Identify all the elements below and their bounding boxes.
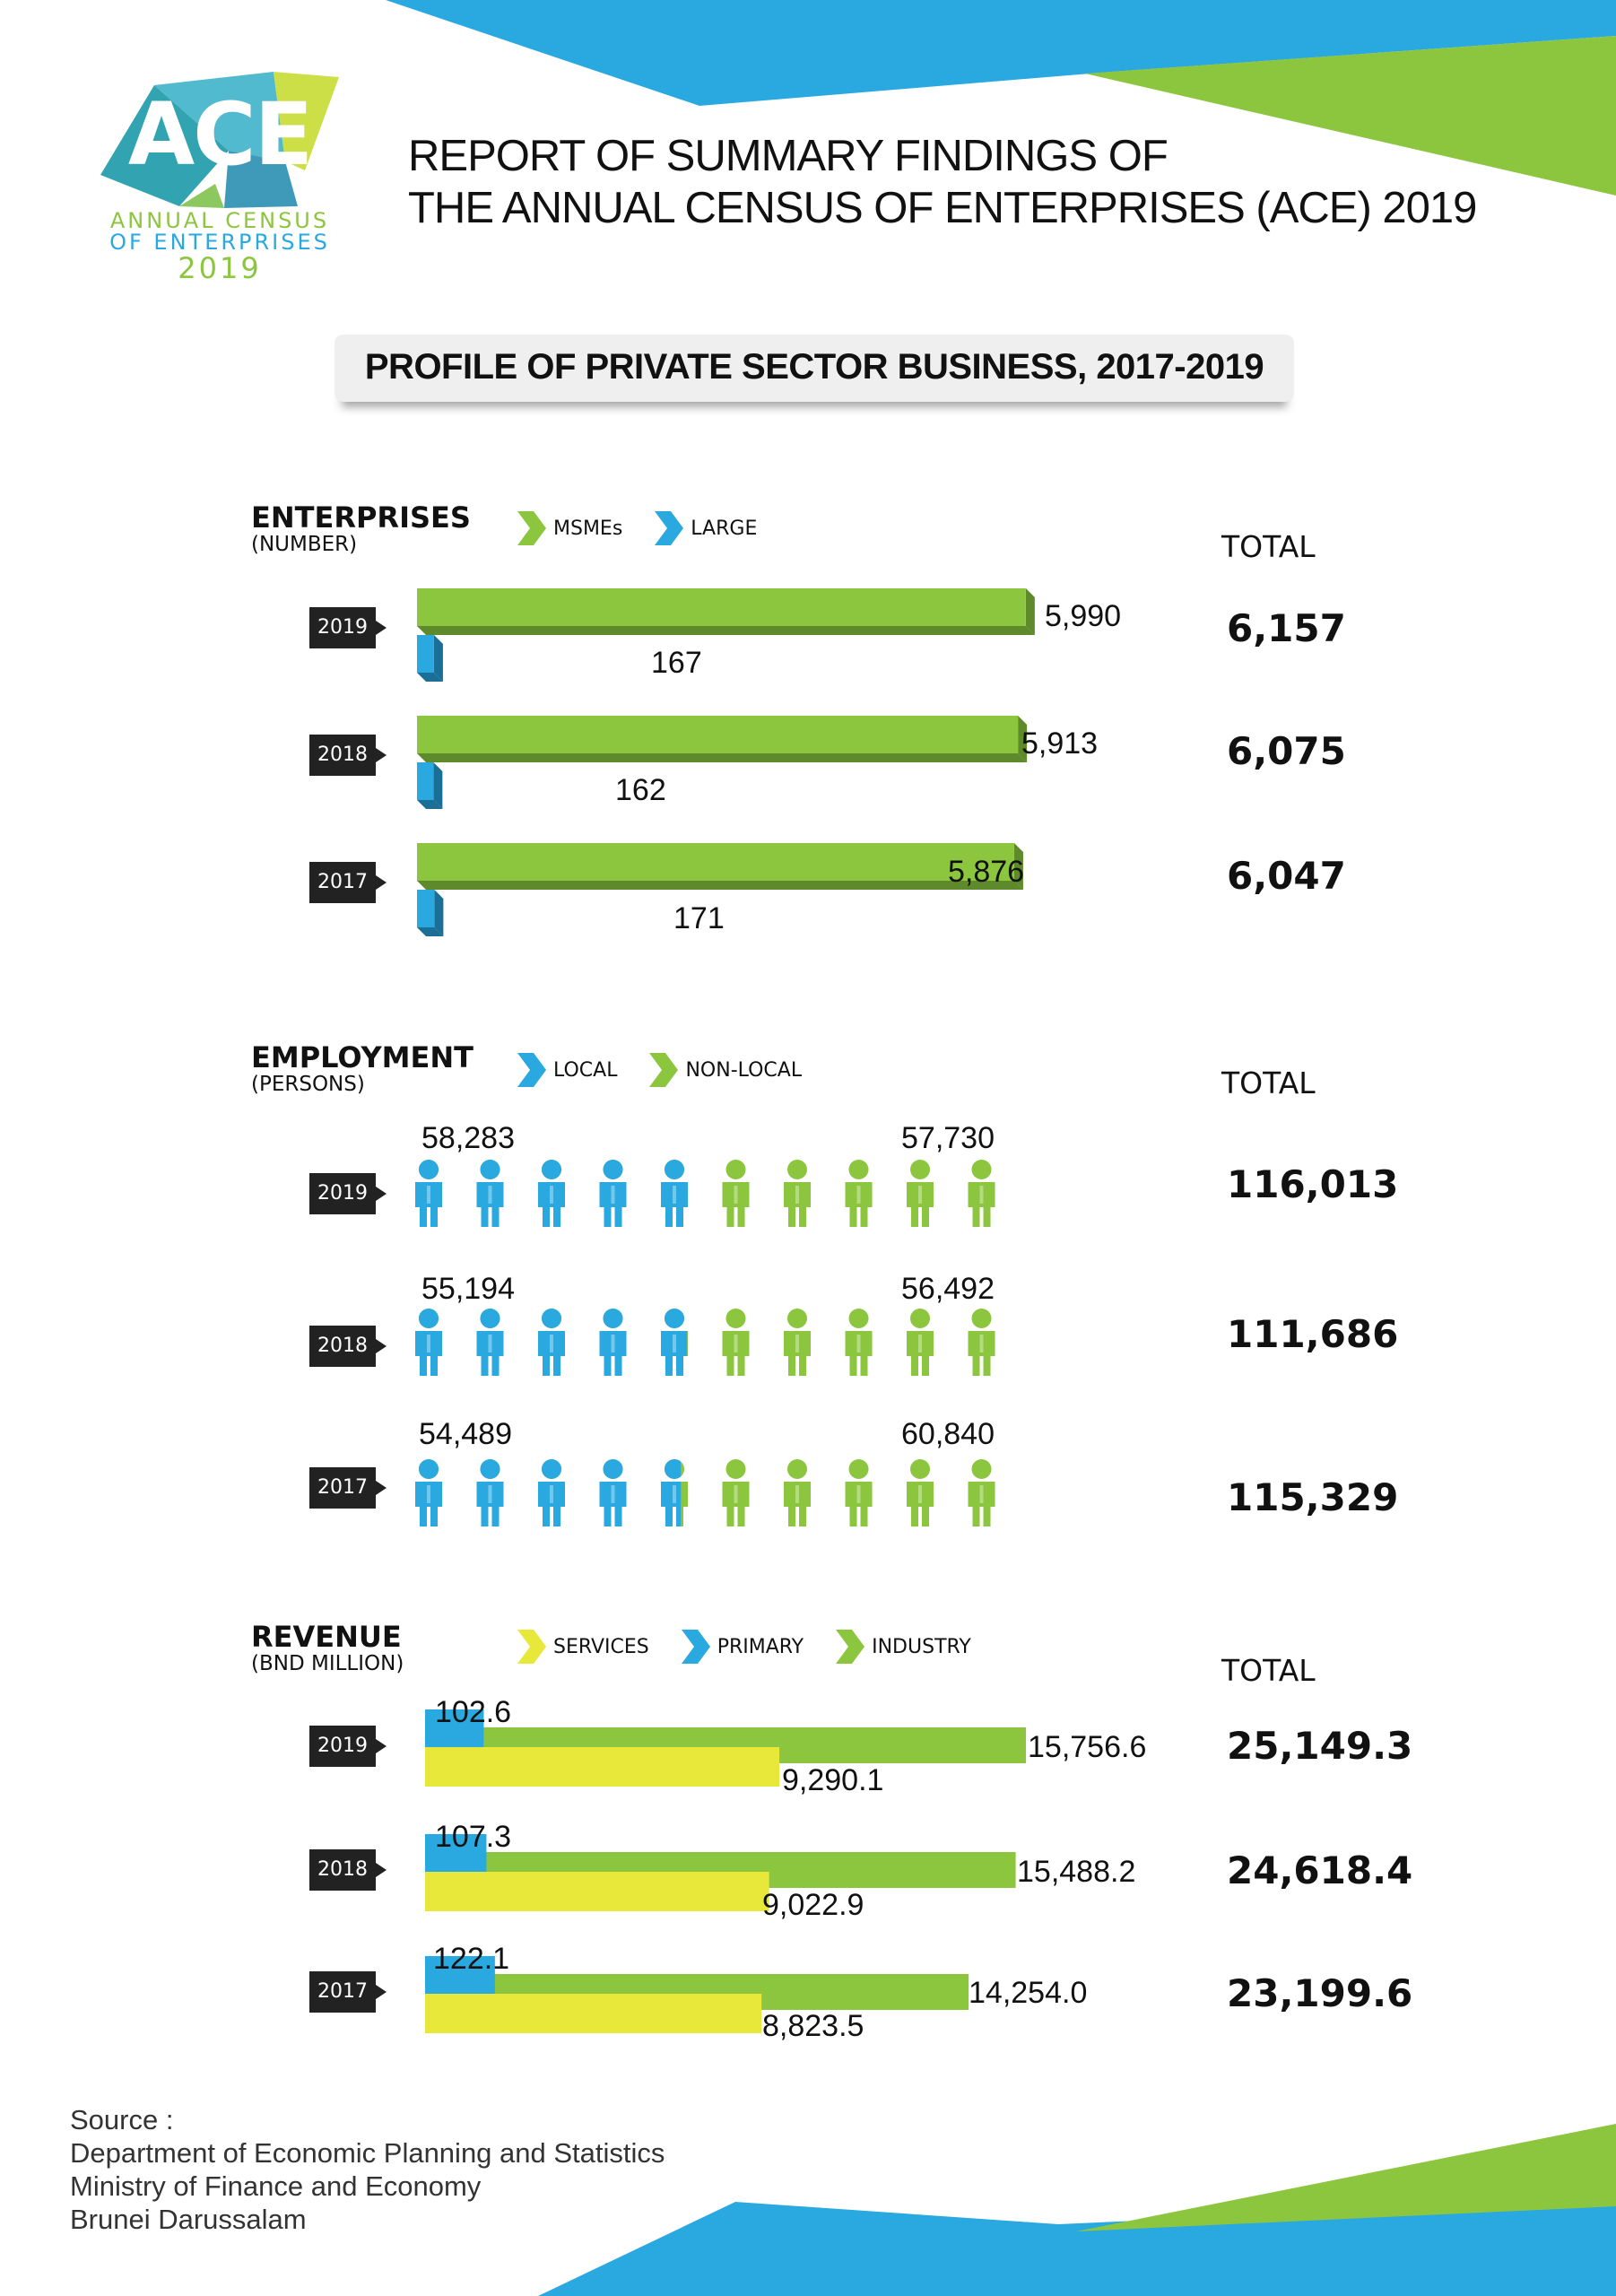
employment-year-2019: 2019 [309, 1173, 376, 1214]
employment-nonlocal-label-2018: 56,492 [901, 1272, 995, 1306]
enterprises-title: ENTERPRISES [251, 500, 471, 535]
enterprises-year-2018: 2018 [309, 735, 376, 776]
revenue-total-2017: 23,199.6 [1227, 1971, 1413, 2015]
enterprises-total-2019: 6,157 [1227, 606, 1346, 650]
enterprises-year-2019: 2019 [309, 607, 376, 648]
revenue-primary-label-2018: 107.3 [435, 1820, 512, 1854]
employment-local-label-2017: 54,489 [419, 1417, 512, 1451]
legend-nonlocal-label: NON-LOCAL [685, 1058, 803, 1082]
legend-services-label: SERVICES [553, 1635, 649, 1658]
revenue-bar-services-2019 [425, 1747, 779, 1787]
revenue-services-label-2018: 9,022.9 [762, 1888, 864, 1922]
enterprises-msmes-label-2019: 5,990 [1045, 599, 1122, 633]
employment-total-2019: 116,013 [1227, 1162, 1399, 1206]
employment-unit: (PERSONS) [251, 1073, 365, 1096]
source-note [70, 2103, 665, 2236]
enterprises-msmes-label-2018: 5,913 [1021, 726, 1099, 761]
legend-local-label: LOCAL [553, 1058, 618, 1082]
source-line-3: Brunei Darussalam [70, 2204, 307, 2235]
employment-total-label: TOTAL [1221, 1065, 1316, 1100]
report-title-line-2: THE ANNUAL CENSUS OF ENTERPRISES (ACE) 2019 [408, 184, 1477, 232]
revenue-industry-label-2018: 15,488.2 [1017, 1855, 1136, 1889]
enterprises-unit: (NUMBER) [251, 533, 358, 556]
employment-title: EMPLOYMENT [251, 1040, 474, 1074]
logo-line-1: ANNUAL CENSUS [109, 208, 330, 233]
source-line-1: Department of Economic Planning and Statistics [70, 2137, 665, 2169]
source-label: Source : [70, 2104, 174, 2135]
enterprises-msmes-label-2017: 5,876 [948, 855, 1025, 889]
revenue-total-2018: 24,618.4 [1227, 1848, 1413, 1892]
revenue-total-label: TOTAL [1221, 1653, 1316, 1688]
revenue-total-2019: 25,149.3 [1227, 1724, 1413, 1768]
enterprises-total-2018: 6,075 [1227, 729, 1346, 773]
enterprises-total-label: TOTAL [1221, 529, 1316, 564]
enterprises-large-label-2018: 162 [615, 773, 666, 807]
employment-total-2018: 111,686 [1227, 1312, 1399, 1356]
logo-wordmark: ACE [127, 84, 312, 185]
logo-year: 2019 [178, 251, 262, 285]
employment-year-2017: 2017 [309, 1467, 376, 1509]
revenue-industry-label-2019: 15,756.6 [1028, 1730, 1147, 1764]
employment-nonlocal-label-2017: 60,840 [901, 1417, 995, 1451]
logo-line-2: OF ENTERPRISES [109, 230, 330, 255]
revenue-unit: (BND MILLION) [251, 1652, 404, 1675]
revenue-title: REVENUE [251, 1620, 402, 1654]
revenue-year-2017: 2017 [309, 1971, 376, 2013]
legend-primary-label: PRIMARY [717, 1635, 804, 1658]
legend-industry-label: INDUSTRY [872, 1635, 971, 1658]
revenue-primary-label-2019: 102.6 [435, 1695, 512, 1729]
source-line-2: Ministry of Finance and Economy [70, 2170, 482, 2202]
enterprises-large-label-2019: 167 [651, 646, 702, 680]
legend-msmes-label: MSMEs [553, 517, 623, 540]
employment-local-label-2018: 55,194 [421, 1272, 515, 1306]
legend-large-label: LARGE [691, 517, 758, 540]
revenue-year-2019: 2019 [309, 1726, 376, 1767]
employment-year-2018: 2018 [309, 1326, 376, 1367]
revenue-year-2018: 2018 [309, 1849, 376, 1891]
enterprises-total-2017: 6,047 [1227, 854, 1346, 898]
employment-total-2017: 115,329 [1227, 1475, 1399, 1519]
revenue-bar-services-2018 [425, 1872, 769, 1911]
revenue-services-label-2017: 8,823.5 [762, 2009, 864, 2043]
enterprises-year-2017: 2017 [309, 862, 376, 903]
employment-nonlocal-label-2019: 57,730 [901, 1121, 995, 1155]
report-title-line-1: REPORT OF SUMMARY FINDINGS OF [408, 132, 1168, 180]
revenue-services-label-2019: 9,290.1 [782, 1763, 884, 1797]
enterprises-large-label-2017: 171 [673, 901, 725, 935]
revenue-primary-label-2017: 122.1 [433, 1942, 510, 1976]
revenue-bar-services-2017 [425, 1994, 761, 2033]
banner-title: PROFILE OF PRIVATE SECTOR BUSINESS, 2017-2019 [364, 347, 1264, 387]
revenue-industry-label-2017: 14,254.0 [969, 1976, 1088, 2010]
employment-local-label-2019: 58,283 [421, 1121, 515, 1155]
